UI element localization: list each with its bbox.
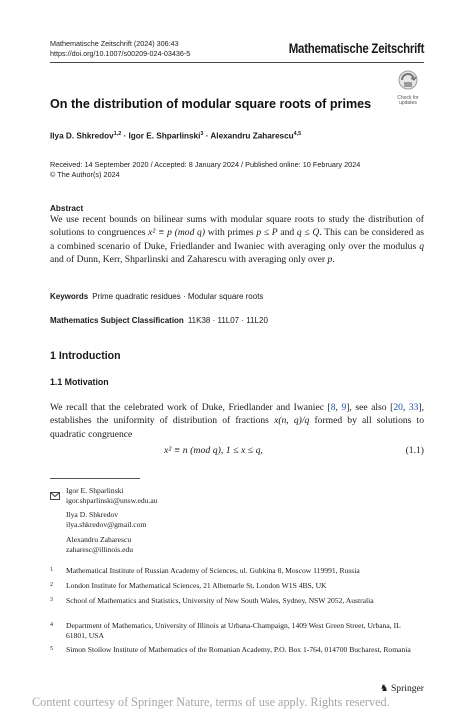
math-inline: p ≤ P — [256, 227, 278, 239]
journal-name: Mathematische Zeitschrift — [288, 40, 424, 56]
section-heading: 1 Introduction — [50, 350, 121, 362]
copyright-line: © The Author(s) 2024 — [50, 170, 120, 179]
contact-email[interactable]: igor.shparlinski@unsw.edu.au — [66, 496, 158, 505]
keywords-value: Prime quadratic residues · Modular square roots — [92, 292, 264, 301]
citation-link[interactable]: 33 — [408, 402, 419, 413]
publisher-name: Springer — [390, 683, 424, 694]
affiliation-number: 2 — [50, 582, 53, 588]
math-inline: x(n, q)/q — [274, 415, 310, 427]
math-inline: q ≤ Q — [296, 227, 320, 239]
contact-name: Ilya D. Shkredov — [66, 510, 119, 519]
springer-horse-icon: ♞ — [379, 683, 389, 694]
journal-citation: Mathematische Zeitschrift (2024) 306:43 — [50, 39, 179, 48]
msc-label: Mathematics Subject Classification — [50, 316, 184, 325]
contact-email[interactable]: ilya.shkredov@gmail.com — [66, 520, 147, 529]
abstract-text-part: and — [280, 227, 295, 239]
author-name[interactable]: Alexandru Zaharescu — [210, 131, 294, 141]
affiliation-item — [50, 596, 424, 606]
affiliation-text: London Institute for Mathematical Sciences, 21 Albemarle St, London W1S 4BS, UK — [66, 581, 327, 590]
author-affiliation-marker: 3 — [200, 131, 204, 137]
footnote-rule — [50, 478, 140, 479]
affiliation-text: Simon Stoilow Institute of Mathematics of the Romanian Academy, P.O. Box 1-764, 014700 Bucharest, Romania — [66, 645, 411, 654]
affiliation-text: Department of Mathematics, University of Illinois at Urbana-Champaign, 1409 West Green Street, Urbana, IL 61801, USA — [66, 621, 401, 640]
abstract-text-part: . — [332, 253, 335, 265]
affiliation-item — [50, 566, 424, 576]
author-affiliation-marker: 4,5 — [293, 131, 302, 137]
author-affiliation-marker: 1,2 — [113, 131, 122, 137]
paragraph-text: We recall that the celebrated work of Duke, Friedlander and Iwaniec [ — [50, 402, 331, 413]
author-name[interactable]: Igor E. Shparlinski — [128, 131, 201, 141]
abstract-text-part: . This can be considered as a combined scenario of Duke, Friedlander and Iwaniec with averaging only over the modulus — [50, 227, 424, 252]
paragraph-text: formed by all solutions to quadratic congruence — [50, 415, 424, 440]
paper-title: On the distribution of modular square roots of primes — [50, 97, 372, 111]
affiliation-item — [50, 621, 424, 641]
msc-value: 11K38 · 11L07 · 11L20 — [187, 316, 268, 325]
affiliation-item — [50, 581, 424, 591]
author-list — [50, 131, 301, 141]
affiliation-number: 5 — [50, 646, 53, 652]
contact-name: Igor E. Shparlinski — [66, 486, 124, 495]
paragraph-text: ], establishes the uniformity of distribution of fractions — [50, 402, 425, 427]
author-contact — [66, 510, 146, 530]
citation-link[interactable]: 20 — [393, 402, 403, 413]
author-separator: · — [203, 131, 211, 141]
check-updates-icon — [392, 69, 424, 91]
publisher-logo — [380, 683, 424, 694]
paragraph-text: , — [335, 402, 342, 413]
header-rule — [50, 62, 424, 63]
equation — [164, 445, 263, 456]
math-inline: p — [327, 253, 333, 265]
abstract-text — [50, 213, 424, 266]
affiliation-number: 4 — [50, 622, 53, 628]
corresponding-author — [66, 486, 158, 506]
citation-link[interactable]: 9 — [341, 402, 347, 413]
abstract-text-part: with primes — [207, 227, 254, 239]
author-contact — [66, 535, 133, 555]
citation-link[interactable]: 8 — [330, 402, 336, 413]
equation-number[interactable]: (1.1) — [405, 445, 424, 456]
keywords-label: Keywords — [50, 292, 89, 301]
subsection-heading: 1.1 Motivation — [50, 377, 109, 387]
envelope-icon — [50, 487, 60, 495]
abstract-text-part: and of Dunn, Kerr, Shparlinski and Zaharescu with averaging only over — [50, 253, 326, 265]
affiliation-text: Mathematical Institute of Russian Academy of Sciences, ul. Gubkina 8, Moscow 119991, Russia — [66, 566, 360, 575]
abstract-heading: Abstract — [50, 204, 84, 213]
affiliation-text: School of Mathematics and Statistics, University of New South Wales, Sydney, NSW 2052, Australia — [66, 596, 374, 605]
contact-name: Alexandru Zaharescu — [66, 535, 132, 544]
publication-dates: Received: 14 September 2020 / Accepted: 8 January 2024 / Published online: 10 February 2024 — [50, 160, 361, 169]
author-separator: · — [121, 131, 129, 141]
footer-notice: Content courtesy of Springer Nature, terms of use apply. Rights reserved. — [32, 695, 390, 709]
check-updates-label: Check for updates — [397, 95, 419, 106]
contact-email[interactable]: zaharesc@illinois.edu — [66, 545, 134, 554]
check-updates-badge[interactable] — [392, 69, 424, 106]
paragraph-text: ], see also [ — [346, 402, 394, 413]
math-inline: q — [419, 240, 424, 252]
math-inline: x² ≡ p (mod q) — [148, 227, 206, 239]
keywords-line — [50, 292, 263, 301]
affiliation-number: 1 — [50, 567, 53, 573]
equation-body: x² ≡ n (mod q), 1 ≤ x ≤ q, — [164, 445, 263, 456]
affiliation-number: 3 — [50, 597, 53, 603]
doi-link[interactable]: https://doi.org/10.1007/s00209-024-03436-5 — [50, 49, 191, 58]
affiliation-item — [50, 645, 424, 655]
intro-paragraph — [50, 401, 424, 441]
author-name[interactable]: Ilya D. Shkredov — [50, 131, 114, 141]
abstract-text-part: We use recent bounds on bilinear sums with modular square roots to study the distribution of solutions to congruences — [50, 214, 424, 239]
paragraph-text: , — [402, 402, 409, 413]
msc-line — [50, 316, 268, 325]
